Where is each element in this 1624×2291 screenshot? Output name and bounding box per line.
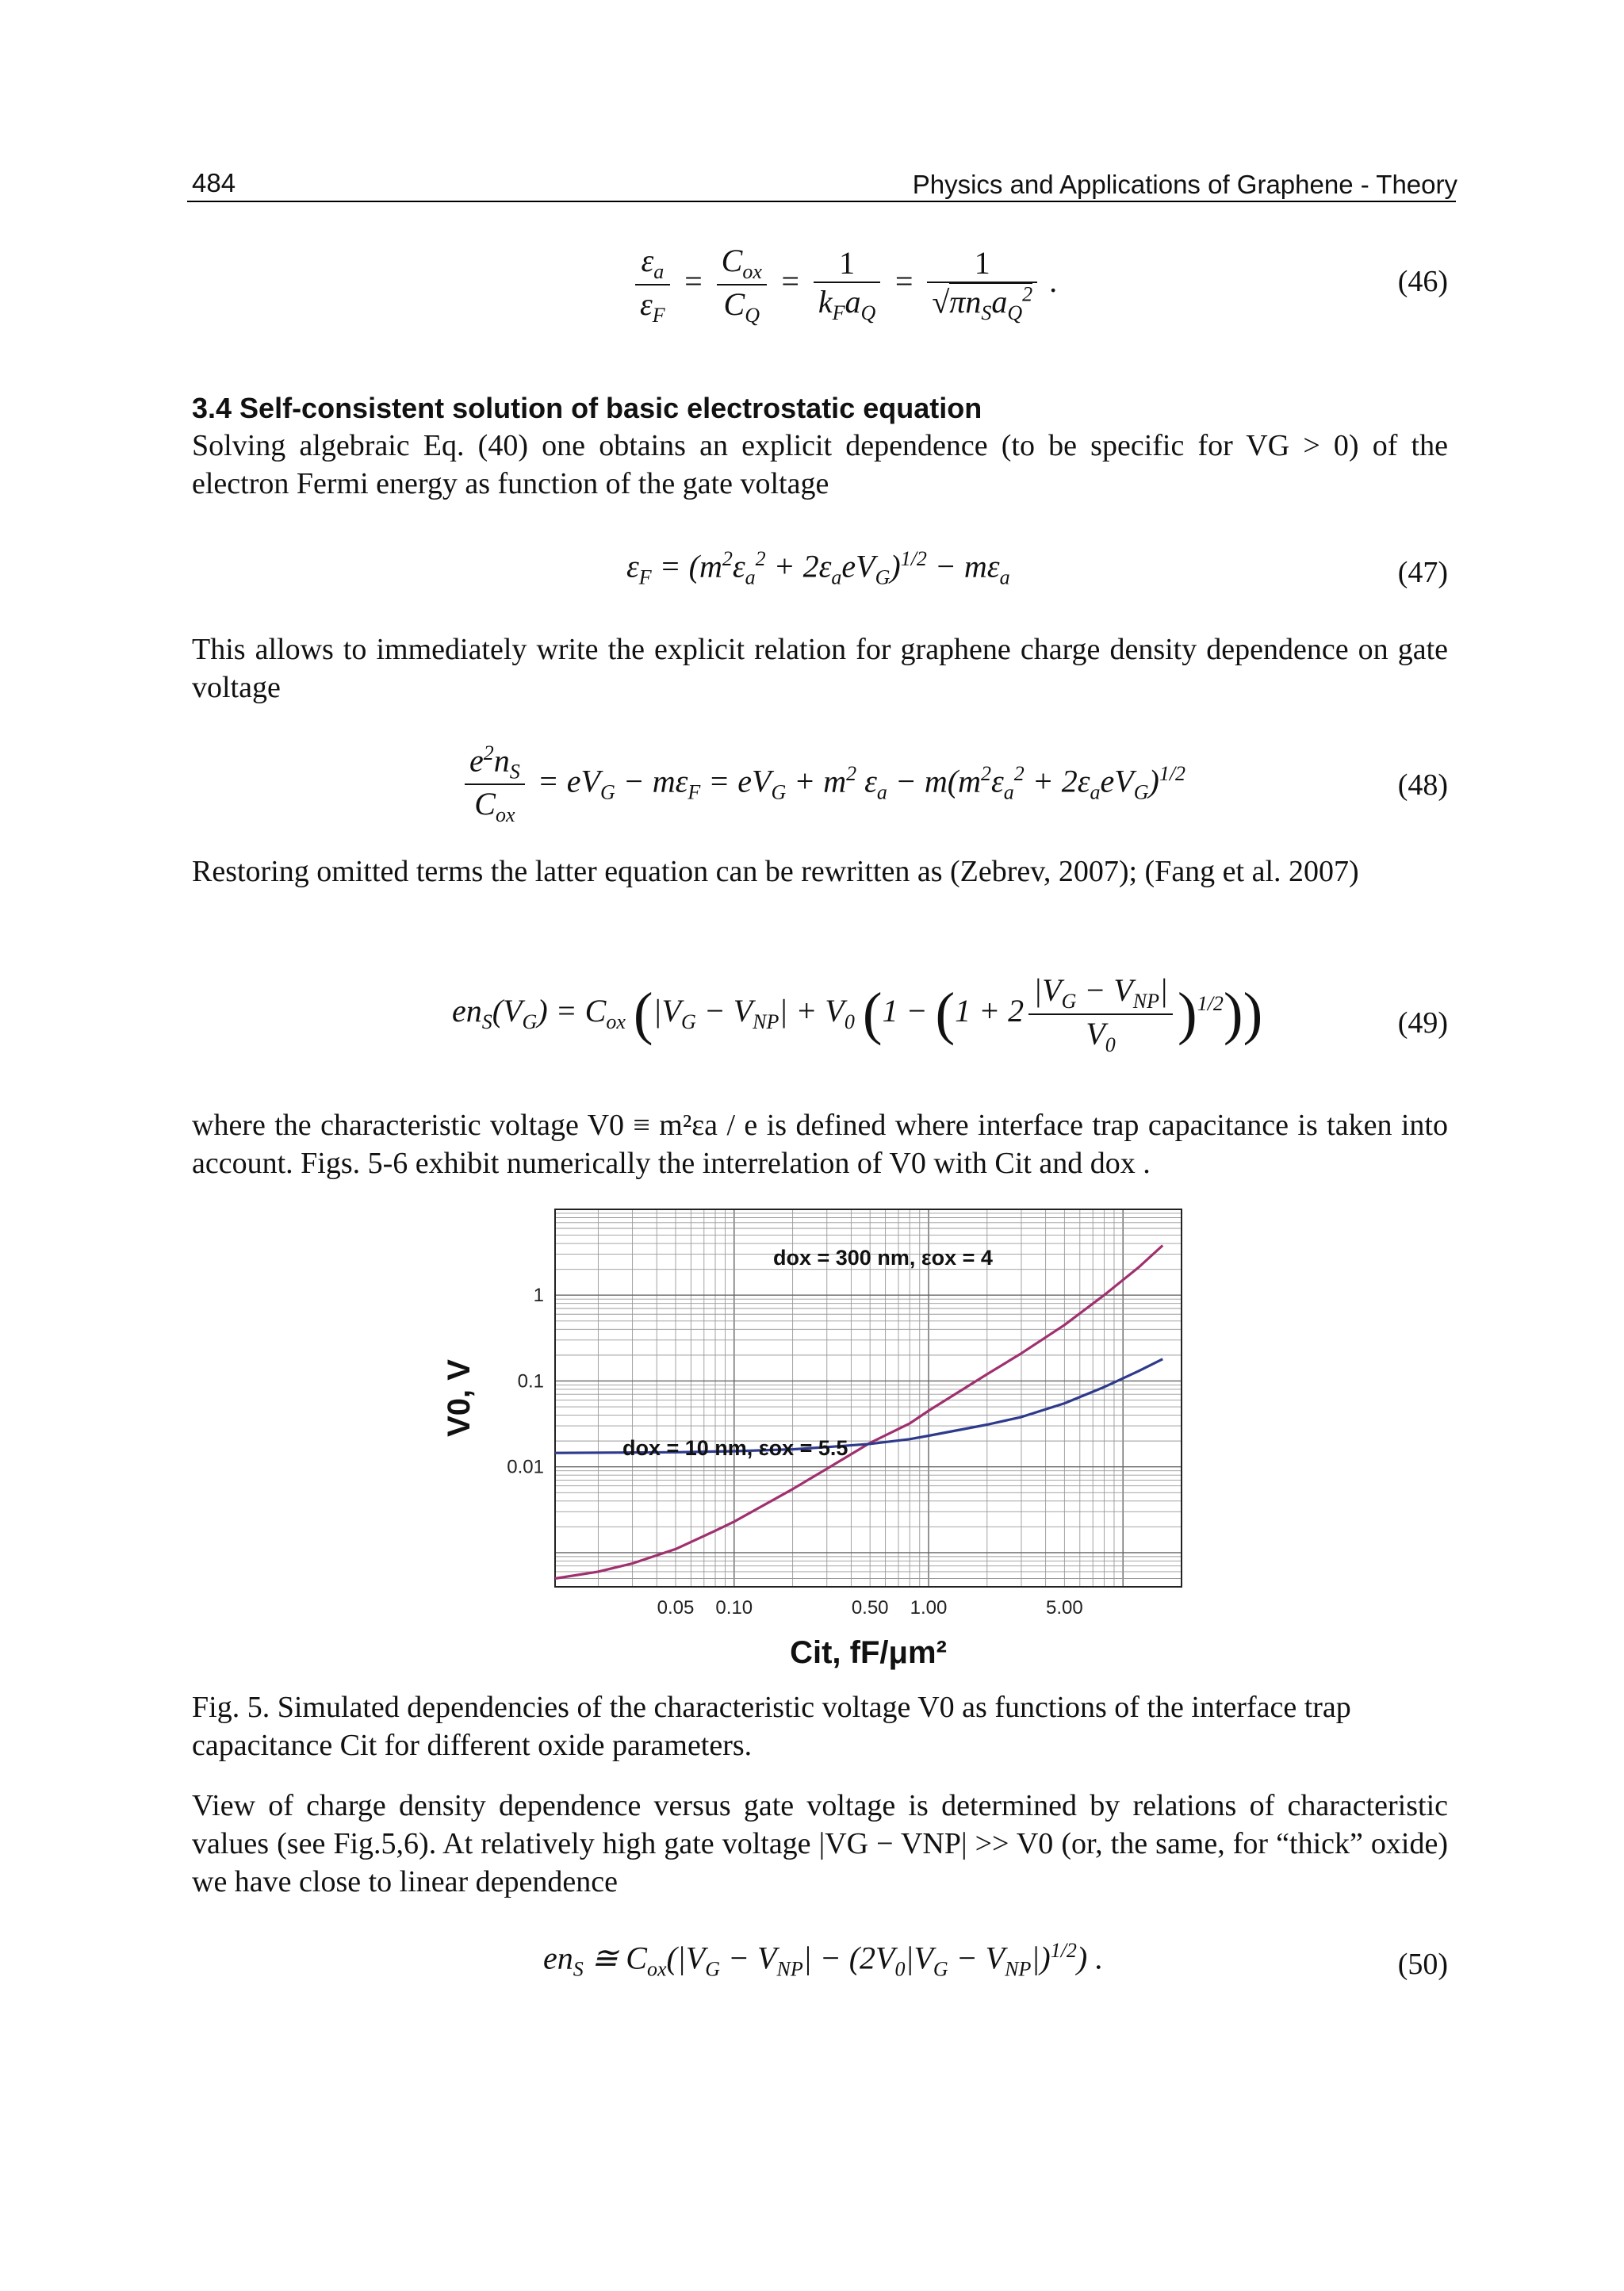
paragraph-4: where the characteristic voltage V0 ≡ m²εa / e is defined where interface trap capacitance is taken into account. Figs. 5-6 exhibit numerically the interrelation of V0 with Cit and dox . [192, 1109, 1448, 1180]
x-tick-label: 5.00 [1046, 1597, 1083, 1619]
series-annotation-0: dox = 300 nm, εox = 4 [773, 1246, 993, 1270]
x-axis-label: Cit, fF/μm² [790, 1635, 947, 1670]
equation-49: $en_S(V_G) = C_{ox}$ ($|V_G - V_{NP}| + V_0$ (1 − (1 + 2 $\frac{|V_G - V_{NP}|}{V_0}$ )$^{1/2}$)) [452, 972, 1263, 1056]
y-tick-label: 0.01 [507, 1456, 544, 1478]
header-rule [187, 201, 1456, 202]
equation-46: $\frac{\varepsilon_a}{\varepsilon_F}$ = $\frac{C_{ox}}{C_Q}$ = $\frac{1}{k_Fa_Q}$ = $\frac{1}{√\pi n_Sa_Q^2}$ . [630, 242, 1058, 328]
equation-number-49: (49) [1397, 1006, 1448, 1040]
x-tick-label: 1.00 [910, 1597, 948, 1619]
x-tick-label: 0.50 [851, 1597, 889, 1619]
paragraph-5: View of charge density dependence versus gate voltage is determined by relations of characteristic values (see Fig.5,6). At relatively high gate voltage |VG − VNP| >> V0 (or, the same, for “thick” oxide) we have close to linear dependence [192, 1789, 1448, 1898]
equation-number-47: (47) [1397, 556, 1448, 589]
paragraph-2: This allows to immediately write the explicit relation for graphene charge density dependence on gate voltage [192, 633, 1448, 704]
running-title: Physics and Applications of Graphene - Theory [912, 170, 1457, 199]
x-tick-label: 0.05 [657, 1597, 695, 1619]
figure-5-chart [428, 1197, 1221, 1697]
paragraph-1: Solving algebraic Eq. (40) one obtains an explicit dependence (to be specific for VG > 0) of the electron Fermi energy as function of the gate voltage [192, 429, 1448, 500]
x-tick-label: 0.10 [715, 1597, 753, 1619]
y-axis-label: V0, V [442, 1359, 477, 1437]
series-annotation-1: dox = 10 nm, εox = 5.5 [622, 1436, 848, 1460]
equation-47: $\varepsilon_F = (m^2\varepsilon_a^2 + 2\varepsilon_aeV_G)^{1/2} - m\varepsilon_a$ [626, 547, 1010, 589]
figure-caption: Fig. 5. Simulated dependencies of the characteristic voltage V0 as functions of the interface trap capacitance Cit for different oxide parameters. [192, 1691, 1351, 1762]
equation-50: $en_S$ ≅ $C_{ox}(|V_G - V_{NP}| - (2V_0|V_G - V_{NP}|)^{1/2})$ . [543, 1939, 1104, 1981]
equation-48: $\frac{e^2n_S}{C_{ox}}$ = $eV_G - m\varepsilon_F = eV_G + m^2$ $\varepsilon_a - m(m^2\varepsilon_a^2 + 2\varepsilon_aeV_G)^{1/2}$ [460, 741, 1185, 827]
page-number: 484 [192, 168, 236, 197]
equation-number-48: (48) [1397, 768, 1448, 802]
equation-number-50: (50) [1397, 1948, 1448, 1981]
y-tick-label: 0.1 [517, 1370, 544, 1393]
equation-number-46: (46) [1397, 265, 1448, 298]
paragraph-3: Restoring omitted terms the latter equation can be rewritten as (Zebrev, 2007); (Fang et al. 2007) [192, 855, 1359, 888]
y-tick-label: 1 [533, 1285, 544, 1307]
section-heading: 3.4 Self-consistent solution of basic electrostatic equation [192, 392, 982, 424]
